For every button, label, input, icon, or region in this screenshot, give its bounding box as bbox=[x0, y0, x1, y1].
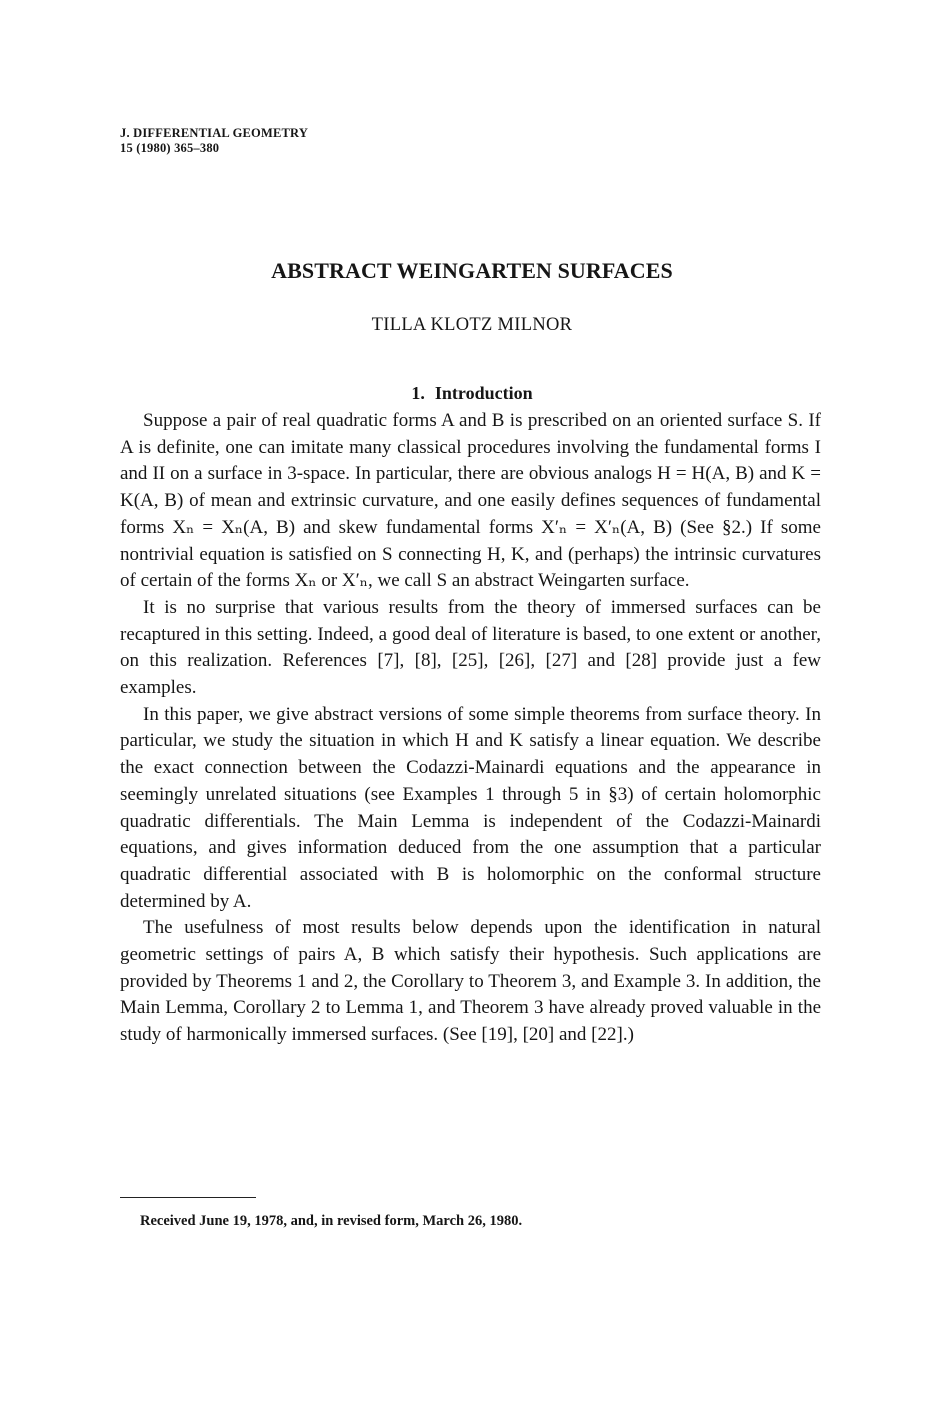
section-title: Introduction bbox=[434, 383, 533, 403]
paper-title: ABSTRACT WEINGARTEN SURFACES bbox=[271, 258, 673, 283]
paper-author: TILLA KLOTZ MILNOR bbox=[371, 315, 573, 335]
journal-name: J. DIFFERENTIAL GEOMETRY bbox=[120, 126, 309, 140]
footnote: Received June 19, 1978, and, in revised form, March 26, 1980. bbox=[140, 1213, 523, 1229]
section-number: 1. bbox=[411, 383, 425, 403]
footnote-rule bbox=[120, 1197, 256, 1198]
paragraph: In this paper, we give abstract versions of some simple theorems from surface theory. In particular, we study the situation in which H and K satisfy a linear equation. We describe the exact connection between the Codazzi-Mainardi equations and the appearance in seemingly unrelated situations (see Examples 1 through 5 in §3) of certain holomorphic quadratic differentials. The Main Lemma is independent of the Codazzi-Mainardi equations, and gives information deduced from the one assumption that a particular quadratic differential associated with B is holomorphic on the conformal structure determined by A. bbox=[120, 703, 821, 912]
paragraph: Suppose a pair of real quadratic forms A and B is prescribed on an oriented surface S. If A is definite, one can imitate many classical procedures involving the fundamental forms I and II on a surface in 3-space. In particular, there are obvious analogs H = H(A, B) and K = K(A, B) of mean and extrinsic curvature, and one easily defines sequences of fundamental forms Xₙ = Xₙ(A, B) and skew fundamental forms X′ₙ = X′ₙ(A, B) (See §2.) If some nontrivial equation is satisfied on S connecting H, K, and (perhaps) the intrinsic curvatures of certain of the forms Xₙ or X′ₙ, we call S an abstract Weingarten surface. bbox=[120, 410, 821, 592]
paragraph: The usefulness of most results below depends upon the identification in natural geometric settings of pairs A, B which satisfy their hypothesis. Such applications are provided by Theorems 1 and 2, the Corollary to Theorem 3, and Example 3. In addition, the Main Lemma, Corollary 2 to Lemma 1, and Theorem 3 have already proved valuable in the study of harmonically immersed surfaces. (See [19], [20] and [22].) bbox=[120, 917, 821, 1046]
journal-header bbox=[120, 126, 308, 156]
section-heading bbox=[0, 383, 944, 404]
paragraph: It is no surprise that various results from the theory of immersed surfaces can be recaptured in this setting. Indeed, a good deal of literature is based, to one extent or another, on this realization. References [7], [8], [25], [26], [27] and [28] provide just a few examples. bbox=[120, 596, 821, 699]
body-text bbox=[120, 408, 821, 1049]
journal-citation: 15 (1980) 365–380 bbox=[120, 141, 220, 155]
